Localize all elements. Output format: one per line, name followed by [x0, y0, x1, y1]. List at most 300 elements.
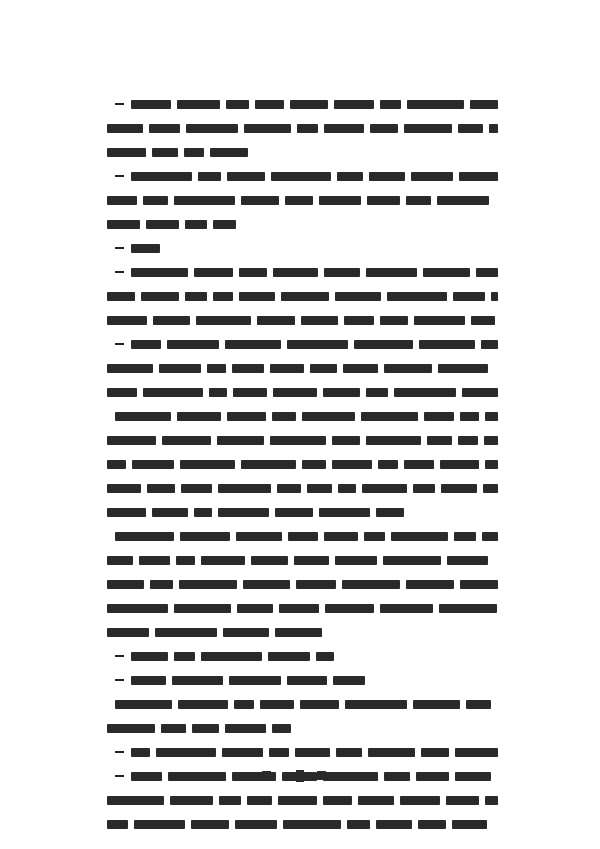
word [210, 148, 248, 157]
word [185, 292, 207, 301]
word [176, 556, 195, 565]
word [244, 124, 291, 133]
line-glyphs [107, 308, 498, 332]
word [279, 604, 319, 613]
word [139, 556, 170, 565]
word [384, 364, 432, 373]
word [325, 604, 374, 613]
line-glyphs [107, 404, 498, 428]
word [131, 340, 161, 349]
word [441, 484, 477, 493]
word [437, 196, 489, 205]
word [107, 484, 141, 493]
word [380, 604, 433, 613]
text-line [107, 812, 498, 836]
word [380, 316, 408, 325]
word [414, 316, 465, 325]
word [159, 364, 201, 373]
word [438, 364, 488, 373]
word [368, 748, 415, 757]
word [131, 100, 171, 109]
word [227, 412, 266, 421]
word [362, 484, 407, 493]
dialogue-dash [115, 175, 124, 177]
word [378, 460, 398, 469]
word [369, 172, 405, 181]
word [107, 364, 153, 373]
word [107, 556, 133, 565]
word [361, 412, 418, 421]
word [251, 556, 288, 565]
word [107, 820, 128, 829]
word [152, 148, 178, 157]
text-line [107, 404, 498, 428]
text-line [107, 620, 498, 644]
word [446, 796, 479, 805]
text-line [107, 428, 498, 452]
word [174, 652, 195, 661]
line-glyphs [107, 476, 498, 500]
word [194, 268, 233, 277]
word [462, 388, 498, 397]
word [453, 292, 485, 301]
text-line [107, 476, 498, 500]
word [334, 100, 374, 109]
word [131, 676, 166, 685]
word [458, 436, 478, 445]
word [236, 532, 282, 541]
word [290, 100, 328, 109]
word [342, 580, 400, 589]
dialogue-dash [115, 103, 124, 105]
word [239, 292, 275, 301]
text-line [107, 284, 498, 308]
word [198, 172, 221, 181]
word [152, 508, 188, 517]
word [316, 652, 334, 661]
word [268, 652, 310, 661]
word [107, 724, 155, 733]
dialogue-dash [115, 751, 124, 753]
word [366, 388, 388, 397]
word [243, 580, 290, 589]
word [107, 580, 144, 589]
word [471, 316, 495, 325]
text-line [107, 572, 498, 596]
word [427, 436, 452, 445]
word [226, 100, 249, 109]
word [255, 100, 284, 109]
word [225, 724, 266, 733]
word [219, 796, 241, 805]
text-line [107, 716, 498, 740]
word [232, 364, 264, 373]
line-glyphs [107, 620, 498, 644]
word [470, 100, 498, 109]
text-line [107, 668, 498, 692]
word [143, 196, 168, 205]
page-number-mark [296, 770, 304, 782]
word [413, 484, 435, 493]
word [235, 820, 277, 829]
text-line [107, 524, 498, 548]
word [421, 748, 449, 757]
text-line [107, 308, 498, 332]
word [419, 340, 475, 349]
word [170, 796, 213, 805]
line-glyphs [107, 356, 498, 380]
word [115, 700, 172, 709]
word [332, 436, 360, 445]
text-line [107, 116, 498, 140]
word [302, 460, 326, 469]
line-glyphs [107, 452, 498, 476]
word [285, 196, 313, 205]
page-footer [0, 766, 600, 786]
word [191, 820, 229, 829]
word [439, 604, 497, 613]
word [307, 484, 332, 493]
word [155, 628, 217, 637]
word [192, 724, 219, 733]
line-glyphs [107, 500, 498, 524]
word [344, 316, 374, 325]
word [174, 196, 235, 205]
line-glyphs [107, 644, 498, 668]
word [186, 124, 238, 133]
word [260, 700, 294, 709]
word [460, 580, 498, 589]
line-glyphs [107, 428, 498, 452]
word [275, 628, 322, 637]
word [310, 364, 337, 373]
word [440, 460, 479, 469]
word [366, 436, 421, 445]
line-glyphs [107, 668, 498, 692]
word [364, 532, 385, 541]
word [213, 292, 233, 301]
word [131, 244, 160, 253]
word [337, 172, 363, 181]
text-line [107, 332, 498, 356]
word [277, 484, 301, 493]
word [319, 508, 370, 517]
word [400, 796, 440, 805]
text-line [107, 596, 498, 620]
word [460, 412, 479, 421]
word [107, 196, 137, 205]
word [107, 460, 126, 469]
word [281, 292, 329, 301]
line-glyphs [107, 284, 498, 308]
text-line [107, 212, 498, 236]
text-line [107, 788, 498, 812]
word [107, 124, 143, 133]
word [218, 508, 269, 517]
text-line [107, 260, 498, 284]
text-line [107, 188, 498, 212]
word [241, 196, 279, 205]
word [131, 652, 168, 661]
text-line [107, 548, 498, 572]
text-line [107, 380, 498, 404]
word [354, 340, 413, 349]
word [107, 148, 146, 157]
word [370, 124, 398, 133]
word [107, 628, 149, 637]
word [247, 796, 272, 805]
word [162, 436, 211, 445]
word [367, 196, 400, 205]
word [201, 556, 245, 565]
word [218, 484, 271, 493]
word [335, 292, 381, 301]
word [107, 604, 168, 613]
word [347, 820, 370, 829]
word [424, 412, 454, 421]
word [301, 316, 338, 325]
word [161, 724, 186, 733]
word [194, 508, 212, 517]
word [134, 820, 185, 829]
word [485, 412, 498, 421]
word [376, 508, 404, 517]
word [455, 748, 498, 757]
word [323, 388, 360, 397]
word [459, 172, 498, 181]
text-line [107, 692, 498, 716]
folio-ornament-right [317, 771, 326, 780]
word [234, 700, 254, 709]
word [209, 388, 227, 397]
line-glyphs [107, 548, 498, 572]
word [323, 796, 352, 805]
word [483, 484, 498, 493]
line-glyphs [107, 188, 498, 212]
word [147, 484, 175, 493]
line-glyphs [107, 692, 498, 716]
word [272, 724, 291, 733]
word [223, 628, 269, 637]
word [294, 556, 329, 565]
word [172, 676, 223, 685]
text-line [107, 740, 498, 764]
text-line [107, 140, 498, 164]
dialogue-dash [115, 655, 124, 657]
word [485, 796, 498, 805]
word [283, 820, 341, 829]
word [275, 508, 313, 517]
word [447, 556, 488, 565]
word [180, 532, 230, 541]
line-glyphs [107, 716, 498, 740]
word [270, 364, 304, 373]
word [319, 196, 361, 205]
word [484, 436, 498, 445]
word [271, 172, 331, 181]
word [201, 652, 262, 661]
line-glyphs [107, 524, 498, 548]
word [454, 532, 476, 541]
word [180, 460, 235, 469]
word [391, 532, 448, 541]
word [300, 700, 339, 709]
word [482, 532, 498, 541]
word [115, 412, 171, 421]
word [332, 460, 372, 469]
body-text [107, 92, 498, 836]
line-glyphs [107, 92, 498, 116]
word [179, 580, 237, 589]
word [150, 580, 173, 589]
word [491, 292, 498, 301]
word [107, 796, 164, 805]
word [132, 460, 174, 469]
folio-ornament-left [262, 771, 271, 780]
word [156, 748, 216, 757]
word [273, 268, 318, 277]
word [107, 436, 156, 445]
word [217, 436, 264, 445]
word [141, 292, 179, 301]
word [423, 268, 470, 277]
word [107, 316, 147, 325]
word [380, 100, 401, 109]
word [237, 604, 273, 613]
word [149, 124, 180, 133]
word [167, 340, 219, 349]
word [333, 676, 365, 685]
word [115, 532, 174, 541]
line-glyphs [107, 140, 498, 164]
text-line [107, 452, 498, 476]
text-line [107, 236, 498, 260]
dialogue-dash [115, 679, 124, 681]
text-line [107, 644, 498, 668]
dialogue-dash [115, 247, 124, 249]
word [207, 364, 226, 373]
word [184, 148, 204, 157]
word [476, 268, 498, 277]
word [338, 484, 356, 493]
word [225, 340, 281, 349]
word [273, 388, 317, 397]
word [489, 124, 498, 133]
word [366, 268, 417, 277]
word [343, 364, 378, 373]
word [452, 820, 487, 829]
word [196, 316, 251, 325]
word [406, 580, 454, 589]
word [146, 220, 179, 229]
word [358, 796, 394, 805]
word [177, 412, 221, 421]
line-glyphs [107, 236, 498, 260]
dialogue-dash [115, 343, 124, 345]
word [295, 748, 330, 757]
line-glyphs [107, 212, 498, 236]
word [107, 388, 137, 397]
line-glyphs [107, 812, 498, 836]
text-line [107, 356, 498, 380]
line-glyphs [107, 572, 498, 596]
word [466, 700, 491, 709]
line-glyphs [107, 260, 498, 284]
word [213, 220, 236, 229]
word [107, 220, 140, 229]
word [406, 196, 431, 205]
word [418, 820, 446, 829]
word [394, 388, 456, 397]
word [107, 508, 146, 517]
text-line [107, 164, 498, 188]
word [287, 676, 327, 685]
word [227, 172, 265, 181]
text-line [107, 500, 498, 524]
word [272, 412, 296, 421]
word [324, 532, 358, 541]
word [131, 748, 150, 757]
line-glyphs [107, 596, 498, 620]
word [241, 460, 296, 469]
word [485, 460, 498, 469]
word [287, 340, 348, 349]
line-glyphs [107, 116, 498, 140]
word [296, 580, 336, 589]
word [404, 460, 434, 469]
text-line [107, 92, 498, 116]
line-glyphs [107, 164, 498, 188]
word [324, 124, 364, 133]
word [131, 268, 188, 277]
word [324, 268, 360, 277]
dialogue-dash [115, 271, 124, 273]
word [383, 556, 441, 565]
word [174, 604, 231, 613]
line-glyphs [107, 380, 498, 404]
word [177, 100, 220, 109]
word [278, 796, 317, 805]
word [336, 748, 362, 757]
word [185, 220, 207, 229]
word [302, 412, 355, 421]
word [404, 124, 452, 133]
line-glyphs [107, 740, 498, 764]
line-glyphs [107, 332, 498, 356]
word [407, 100, 464, 109]
word [233, 388, 267, 397]
line-glyphs [107, 788, 498, 812]
word [269, 748, 289, 757]
word [143, 388, 203, 397]
word [413, 700, 460, 709]
word [288, 532, 318, 541]
word [387, 292, 447, 301]
word [297, 124, 318, 133]
word [411, 172, 453, 181]
word [376, 820, 412, 829]
word [131, 172, 192, 181]
word [181, 484, 212, 493]
word [222, 748, 263, 757]
word [153, 316, 190, 325]
word [345, 700, 407, 709]
word [239, 268, 267, 277]
word [229, 676, 281, 685]
word [107, 292, 135, 301]
word [335, 556, 377, 565]
word [178, 700, 228, 709]
